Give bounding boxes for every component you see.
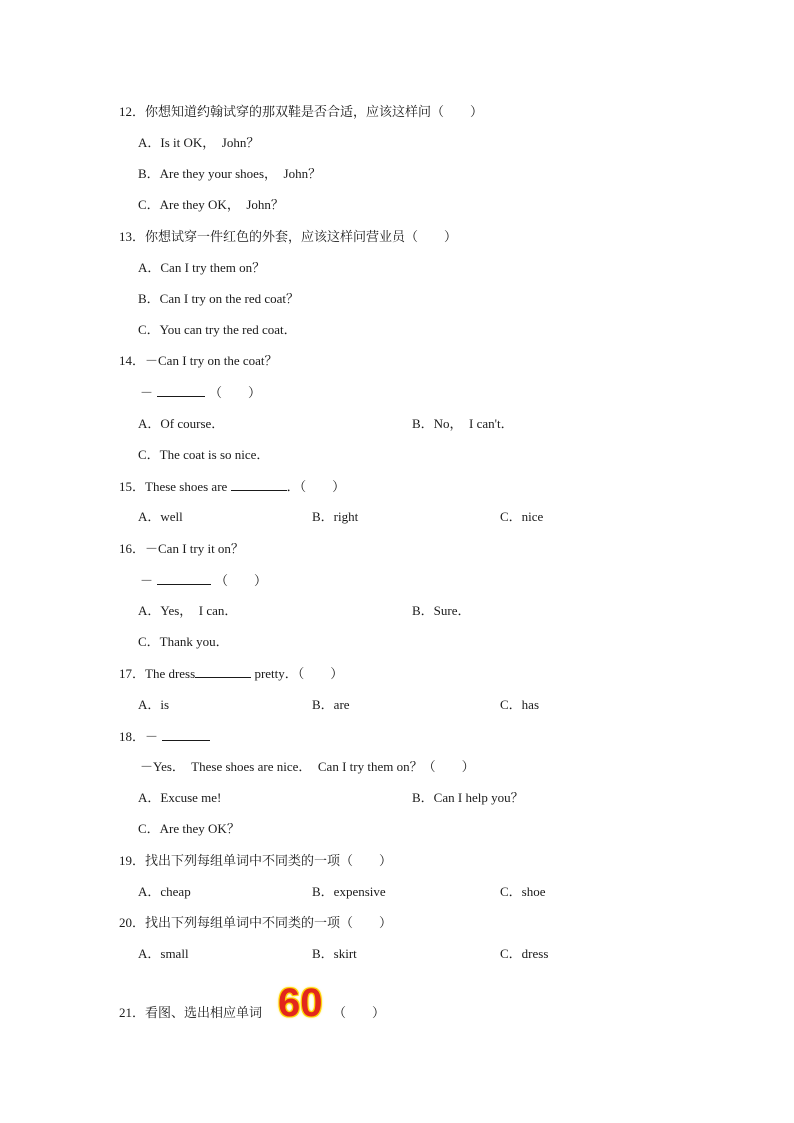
q20-option-a[interactable]: A．small <box>138 946 189 961</box>
q20-option-c[interactable]: C．dress <box>500 946 549 961</box>
q15-option-b[interactable]: B．right <box>312 509 359 524</box>
q12-stem: 12．你想知道约翰试穿的那双鞋是否合适，应该这样问（ ） <box>119 104 484 119</box>
q14-reply-dash: － <box>140 385 154 400</box>
q20-option-b[interactable]: B．skirt <box>312 946 357 961</box>
q19-option-a[interactable]: A．cheap <box>138 884 191 899</box>
q18-stem-text: 18．－ <box>119 729 159 744</box>
q16-option-a[interactable]: A．Yes， I can． <box>138 603 238 618</box>
q16-option-b[interactable]: B．Sure． <box>412 603 471 618</box>
q12-option-a[interactable]: A．Is it OK， John？ <box>138 135 260 150</box>
q15-option-c[interactable]: C．nice <box>500 509 544 524</box>
q16-reply-paren: （ ） <box>215 573 268 588</box>
q14-option-b[interactable]: B．No， I can't． <box>412 416 514 431</box>
q17-option-a[interactable]: A．is <box>138 697 170 712</box>
q17-option-b[interactable]: B．are <box>312 697 350 712</box>
q17-stem-text: 17．The dress <box>119 666 196 681</box>
q20-stem: 20．找出下列每组单词中不同类的一项（ ） <box>119 915 393 930</box>
q15-stem-text: 15．These shoes are <box>119 479 231 494</box>
q15-stem <box>119 478 345 495</box>
q14-option-a[interactable]: A．Of course． <box>138 416 225 431</box>
q18-option-b[interactable]: B．Can I help you？ <box>412 790 524 805</box>
q13-stem: 13．你想试穿一件红色的外套，应该这样问营业员（ ） <box>119 229 458 244</box>
q17-stem-end: pretty．（ ） <box>251 666 344 681</box>
price-tag-image: 60 <box>278 981 323 1025</box>
q16-stem: 16．－Can I try it on？ <box>119 541 244 556</box>
q19-option-c[interactable]: C．shoe <box>500 884 546 899</box>
q14-answer-blank[interactable] <box>157 384 205 397</box>
q14-reply-paren: （ ） <box>209 385 262 400</box>
q19-option-b[interactable]: B．expensive <box>312 884 386 899</box>
q18-stem <box>119 728 210 745</box>
q21-answer-paren: （ ） <box>333 1005 386 1020</box>
q18-option-c[interactable]: C．Are they OK？ <box>138 821 240 836</box>
q18-reply: －Yes． These shoes are nice． Can I try them on？（ ） <box>140 759 475 774</box>
q13-option-b[interactable]: B．Can I try on the red coat？ <box>138 291 300 306</box>
q16-reply-line <box>140 572 267 589</box>
q16-answer-blank[interactable] <box>157 572 211 585</box>
q13-option-a[interactable]: A．Can I try them on？ <box>138 260 266 275</box>
q14-option-c[interactable]: C．The coat is so nice． <box>138 447 270 462</box>
q17-option-c[interactable]: C．has <box>500 697 540 712</box>
q18-option-a[interactable]: A．Excuse me! <box>138 790 222 805</box>
q19-stem: 19．找出下列每组单词中不同类的一项（ ） <box>119 853 393 868</box>
q12-option-c[interactable]: C．Are they OK， John？ <box>138 197 284 212</box>
q15-option-a[interactable]: A．well <box>138 509 183 524</box>
q15-stem-end: ．（ ） <box>286 479 346 494</box>
q12-option-b[interactable]: B．Are they your shoes， John？ <box>138 166 322 181</box>
q15-answer-blank[interactable] <box>231 478 287 491</box>
q17-answer-blank[interactable] <box>195 665 251 678</box>
q17-stem <box>119 665 343 682</box>
q16-reply-dash: － <box>140 573 154 588</box>
q18-answer-blank[interactable] <box>162 728 210 741</box>
q14-stem: 14．－Can I try on the coat？ <box>119 353 278 368</box>
q14-reply-line <box>140 384 261 401</box>
q16-option-c[interactable]: C．Thank you． <box>138 634 229 649</box>
q13-option-c[interactable]: C．You can try the red coat． <box>138 322 297 337</box>
q21-stem: 21．看图、选出相应单词 <box>119 1005 263 1020</box>
